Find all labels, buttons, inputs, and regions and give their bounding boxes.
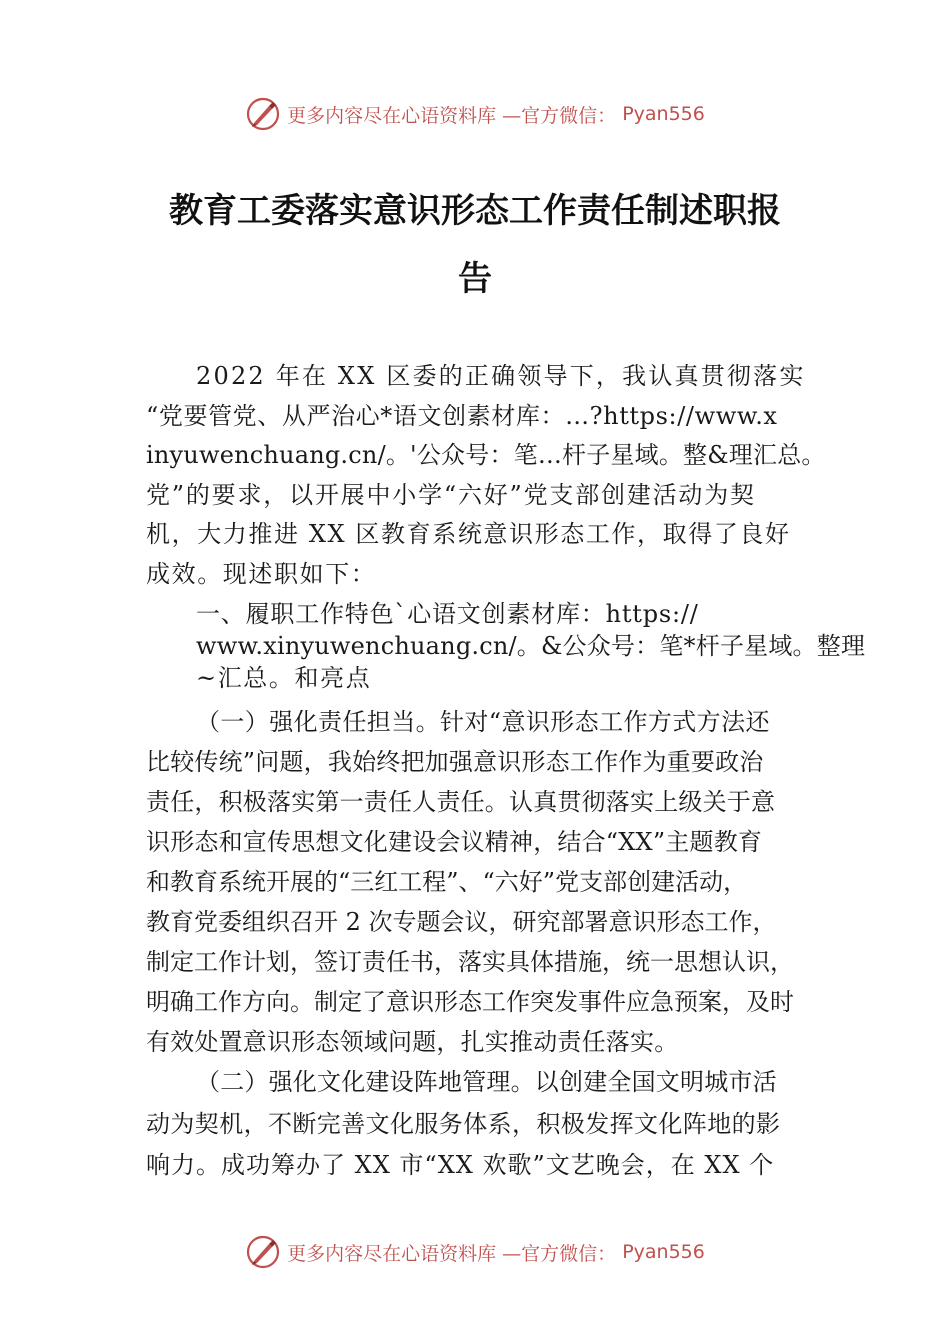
watermark-separator: —官方微信： [502, 1242, 617, 1265]
body-line: 动为契机，不断完善文化服务体系，积极发挥文化阵地的影 [146, 1110, 781, 1138]
body-line: 比较传统”问题，我始终把加强意识形态工作作为重要政治 [146, 748, 764, 776]
body-line: 机，大力推进 XX 区教育系统意识形态工作，取得了良好 [146, 520, 791, 548]
body-line: 成效。现述职如下： [146, 560, 377, 588]
body-line: 2022 年在 XX 区委的正确领导下，我认真贯彻落实 [196, 362, 806, 390]
body-line: inyuwenchuang.cn/。'公众号：笔…杆子星域。整&理汇总。 [146, 441, 826, 469]
body-line: www.xinyuwenchuang.cn/。&公众号：笔*杆子星域。整理 [196, 632, 866, 660]
watermark-text: 更多内容尽在心语资料库 [287, 104, 497, 127]
body-line: “党要管党、从严治心*语文创素材库：…?https://www.x [146, 402, 778, 430]
watermark-separator: —官方微信： [502, 104, 617, 127]
document-title-line-1: 教育工委落实意识形态工作责任制述职报 [169, 191, 781, 231]
body-line: 制定工作计划，签订责任书，落实具体措施，统一思想认识， [146, 948, 794, 976]
body-line: 责任，积极落实第一责任人责任。认真贯彻落实上级关于意 [146, 788, 776, 816]
body-line: 识形态和宣传思想文化建设会议精神，结合“XX”主题教育 [146, 828, 763, 856]
body-line: 和教育系统开展的“三红工程”、“六好”党支部创建活动， [146, 868, 748, 896]
header-watermark [0, 94, 950, 134]
body-line: ~汇总。和亮点 [196, 664, 372, 692]
document-title-line-2: 告 [458, 259, 492, 299]
body-line: 党”的要求，以开展中小学“六好”党支部创建活动为契 [146, 481, 756, 509]
body-line: 有效处置意识形态领域问题，扎实推动责任落实。 [146, 1028, 679, 1056]
footer-watermark [0, 1232, 950, 1272]
body-line: （二）强化文化建设阵地管理。以创建全国文明城市活 [196, 1068, 777, 1096]
watermark-text: 更多内容尽在心语资料库 [287, 1242, 497, 1265]
watermark-wechat-id: Pyan556 [622, 1241, 705, 1263]
body-line: 一、履职工作特色`心语文创素材库：https:// [196, 600, 699, 628]
pen-logo-icon [245, 1234, 281, 1270]
body-line: （一）强化责任担当。针对“意识形态工作方式方法还 [196, 708, 770, 736]
body-line: 响力。成功筹办了 XX 市“XX 欢歌”文艺晚会，在 XX 个 [146, 1151, 775, 1179]
body-line: 明确工作方向。制定了意识形态工作突发事件应急预案，及时 [146, 988, 794, 1016]
body-line: 教育党委组织召开 2 次专题会议，研究部署意识形态工作， [146, 908, 777, 936]
watermark-wechat-id: Pyan556 [622, 103, 705, 125]
pen-logo-icon [245, 96, 281, 132]
